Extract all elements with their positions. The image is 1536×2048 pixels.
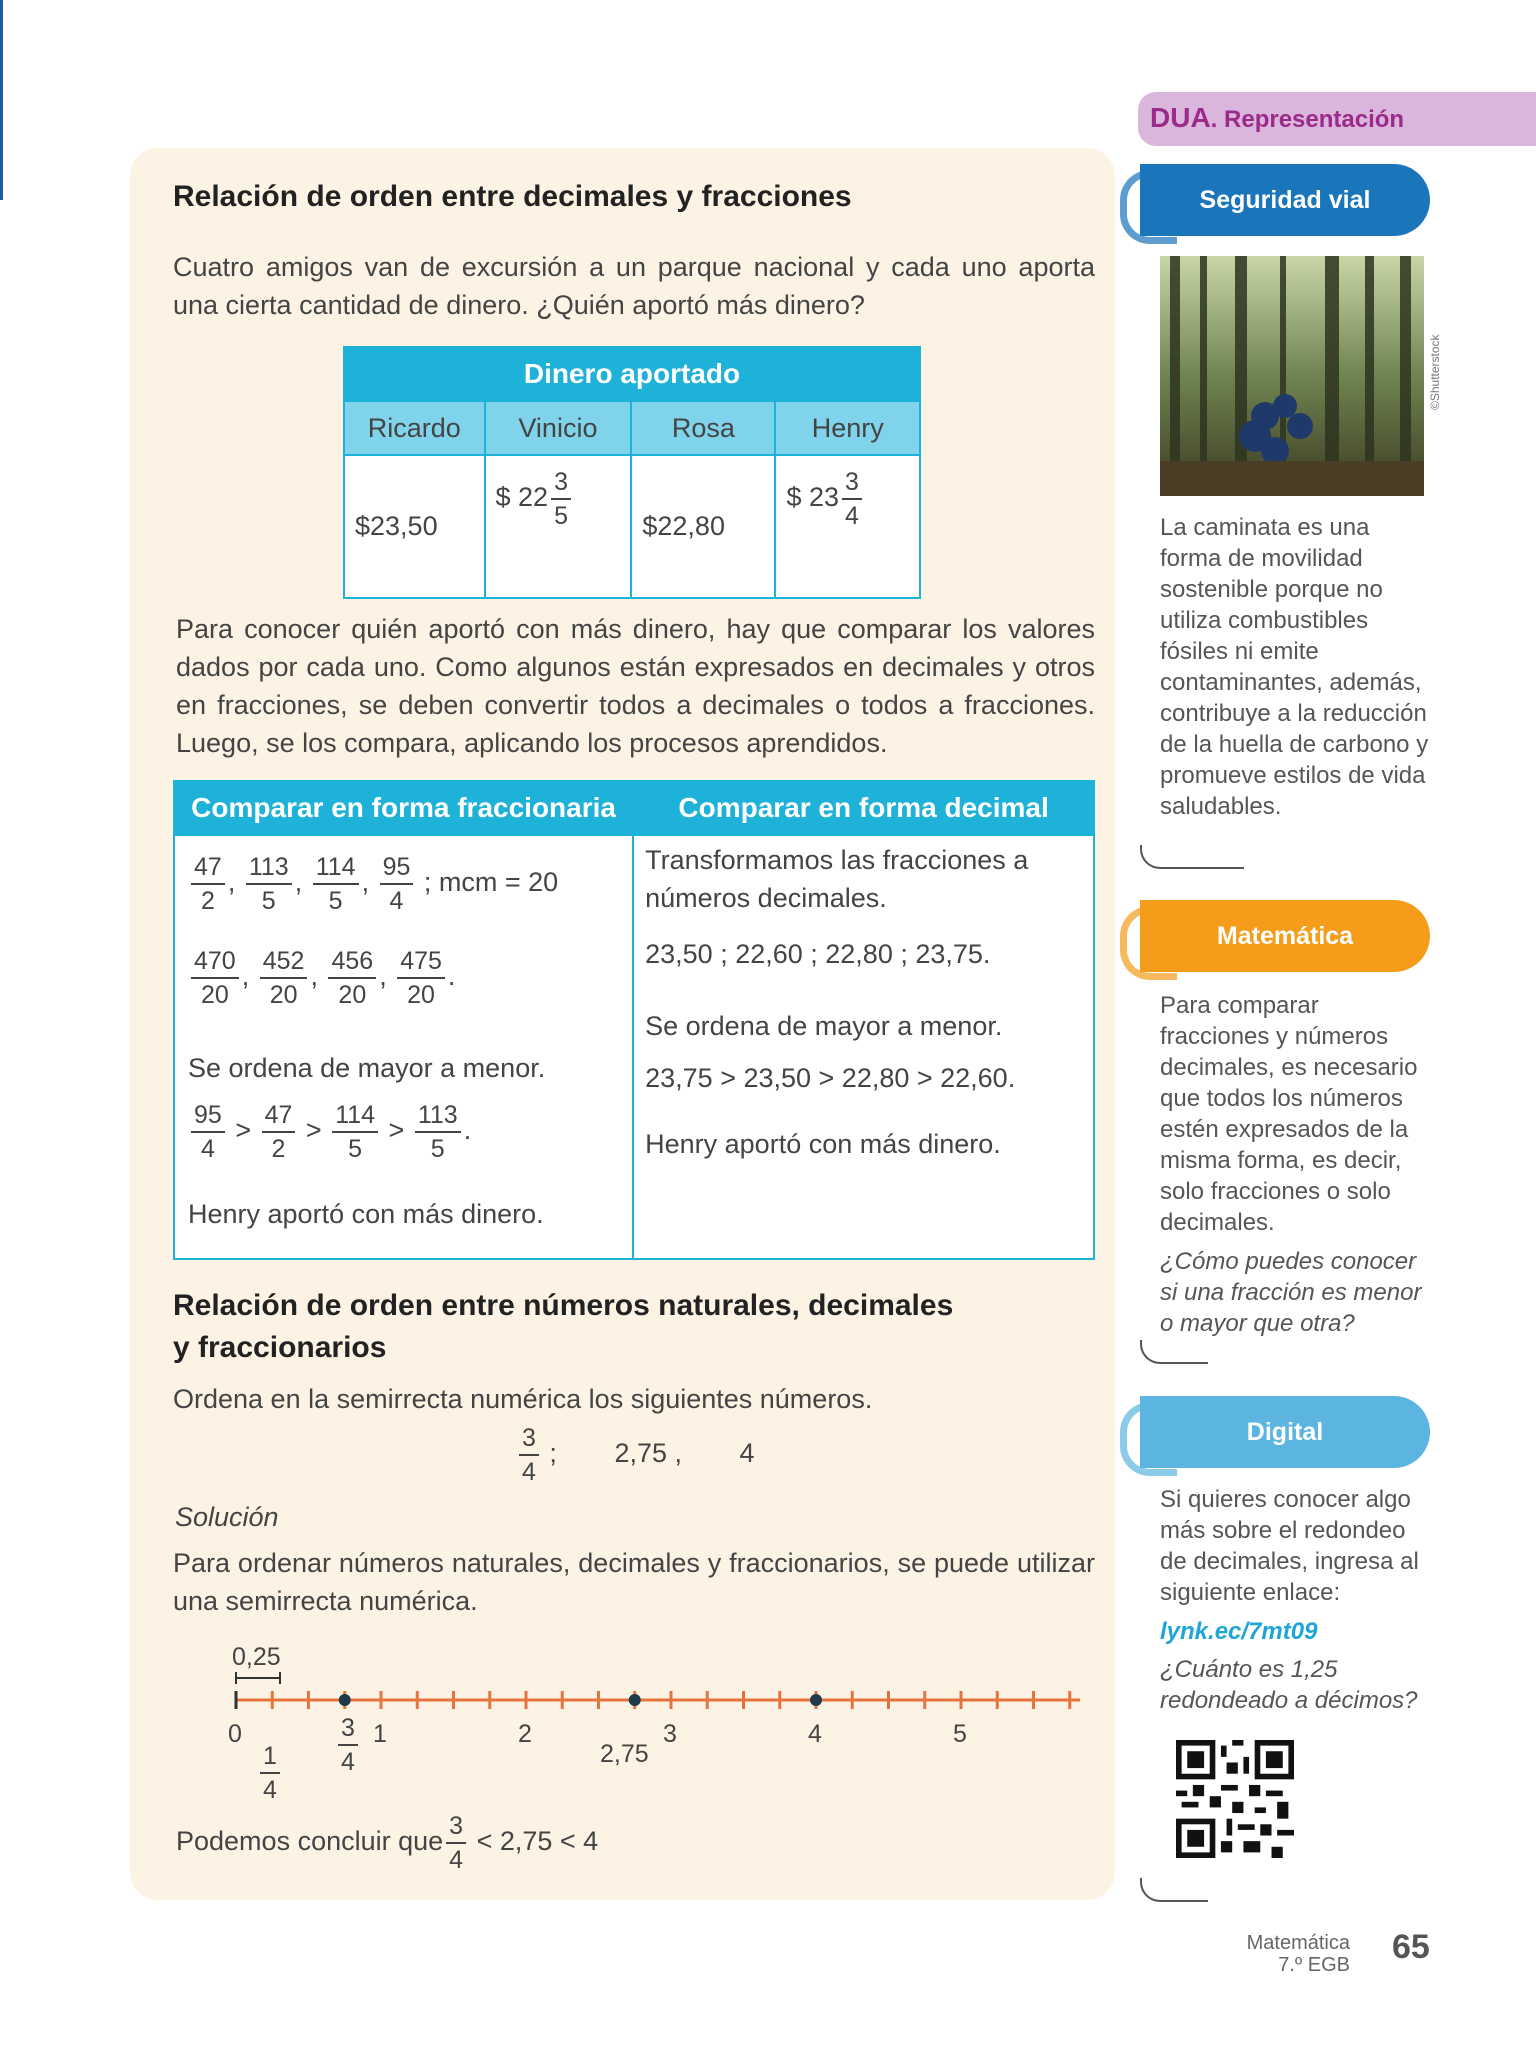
decimal-conclusion: Henry aportó con más dinero. (645, 1129, 1001, 1159)
frac-den: 20 (338, 981, 367, 1009)
fractions-row-2: $\frac{470}{20}$ , $\frac{452}{20}$ , $\frac{456}{20}$ , $\frac{475}{20}$ . (188, 945, 455, 1011)
frac-den: 20 (200, 981, 229, 1009)
compare-fraction-cell (174, 835, 633, 1259)
tick-label: 2 (518, 1720, 532, 1748)
numbers-to-order (516, 1422, 755, 1488)
value-henry (775, 455, 920, 598)
section1-title: Relación de orden entre decimales y fracciones (173, 180, 852, 213)
solution-label: Solución (175, 1502, 279, 1532)
comparison-table (173, 780, 1095, 1260)
digital-link[interactable]: lynk.ec/7mt09 (1160, 1618, 1318, 1645)
frac-den: 4 (449, 1846, 464, 1874)
c-curl-icon (1120, 1402, 1177, 1476)
vinicio-whole: $ 22 (495, 482, 549, 513)
frac-num: 456 (328, 945, 376, 979)
frac-num: 113 (415, 1099, 461, 1133)
henry-den: 4 (845, 502, 859, 530)
frac-num: 3 (519, 1422, 539, 1456)
digital-bracket (1140, 1878, 1208, 1902)
frac-den: 4 (263, 1776, 277, 1804)
footer-grade: 7.º EGB (1278, 1954, 1350, 1976)
ordered-decimals: 23,75 > 23,50 > 22,80 > 22,60. (645, 1063, 1016, 1093)
frac-num: 3 (338, 1712, 358, 1746)
section2-title-line1: Relación de orden entre números naturales, decimales (173, 1289, 954, 1322)
number-point (339, 1694, 351, 1706)
dua-banner (1138, 92, 1536, 146)
digital-question: ¿Cuánto es 1,25 redondeado a décimos? (1160, 1656, 1418, 1714)
frac-num: 114 (313, 851, 359, 885)
seguridad-bracket (1140, 845, 1244, 869)
frac-num: 113 (246, 851, 292, 885)
number-point (629, 1694, 641, 1706)
digital-text: Si quieres conocer algo más sobre el redondeo de decimales, ingresa al siguiente enlace: (1160, 1486, 1419, 1606)
order-text: Se ordena de mayor a menor. (188, 1053, 546, 1083)
frac-num: 475 (397, 945, 445, 979)
conclusion-suffix: < 2,75 < 4 (476, 1826, 599, 1857)
frac-num: 95 (380, 851, 414, 885)
frac-den: 5 (261, 887, 276, 915)
tab-matematica: Matemática (1140, 900, 1430, 972)
tab-seguridad-vial: Seguridad vial (1140, 164, 1430, 236)
tick-label: 3 (663, 1720, 677, 1748)
decimal-order-text: Se ordena de mayor a menor. (645, 1011, 1003, 1041)
matematica-bracket (1140, 1340, 1208, 1364)
final-conclusion (176, 1810, 598, 1876)
frac-den: 4 (522, 1458, 536, 1486)
dec-label: 2,75 (600, 1740, 649, 1768)
vinicio-num: 3 (551, 466, 571, 500)
frac-num: 452 (260, 945, 308, 979)
step-label: 0,25 (232, 1643, 281, 1671)
frac-num: 1 (260, 1740, 280, 1774)
tab-digital: Digital (1140, 1396, 1430, 1468)
section1-intro: Cuatro amigos van de excursión a un parque nacional y cada uno aporta una cierta cantidad de dinero. ¿Quién aportó más dinero? (173, 252, 1095, 320)
section2-title-line2: y fraccionarios (173, 1331, 387, 1364)
dua-prefix: DUA (1150, 102, 1211, 133)
decimal-number: 2,75 , (614, 1438, 683, 1469)
separator: ; (549, 1438, 557, 1469)
dua-suffix: . Representación (1210, 106, 1405, 133)
left-margin-bar (0, 0, 3, 200)
frac-num: 3 (446, 1810, 466, 1844)
seguridad-text: La caminata es una forma de movilidad sostenible porque no utiliza combustibles fósiles ni emite contaminantes, además, contribuye a la reducción de la huella de carbono y promueve estilos de vida saludables. (1160, 514, 1429, 820)
frac-num: 47 (262, 1099, 296, 1133)
frac-den: 2 (200, 887, 215, 915)
frac-den: 20 (269, 981, 298, 1009)
money-table (343, 346, 921, 599)
henry-whole: $ 23 (786, 482, 840, 513)
forest-hikers-photo (1160, 256, 1424, 496)
vinicio-den: 5 (554, 502, 568, 530)
value-ricardo: $23,50 (344, 455, 485, 598)
frac-num: 470 (191, 945, 239, 979)
fractions-row-1: $\frac{47}{2}$ , $\frac{113}{5}$ , $\frac{114}{5}$ , $\frac{95}{4}$ ; mcm = 20 (188, 851, 558, 917)
frac-den: 4 (341, 1748, 355, 1776)
c-curl-icon (1120, 170, 1177, 244)
col-ricardo: Ricardo (344, 401, 485, 455)
henry-num: 3 (842, 466, 862, 500)
tick-label: 0 (228, 1720, 242, 1748)
frac-den: 5 (328, 887, 343, 915)
mcm-label: ; mcm = 20 (423, 867, 559, 898)
photo-credit: ©Shutterstock (1428, 334, 1442, 410)
frac-den: 2 (271, 1135, 286, 1163)
col-henry: Henry (775, 401, 920, 455)
tick-label: 1 (373, 1720, 387, 1748)
compare-decimal-header: Comparar en forma decimal (633, 781, 1094, 835)
section2-title (173, 1285, 953, 1369)
frac-den: 4 (200, 1135, 215, 1163)
col-rosa: Rosa (631, 401, 775, 455)
frac-den: 20 (407, 981, 435, 1009)
value-vinicio (485, 455, 632, 598)
footer-subject-name: Matemática (1246, 1932, 1350, 1954)
money-table-header: Dinero aportado (344, 347, 920, 401)
natural-number: 4 (739, 1438, 755, 1469)
three-quarters-label (335, 1712, 361, 1778)
fraction-conclusion: Henry aportó con más dinero. (188, 1199, 544, 1229)
col-vinicio: Vinicio (485, 401, 632, 455)
section1-explanation: Para conocer quién aportó con más dinero, hay que comparar los valores dados por cada uno. Como algunos están expresados en decimales y otros en fracciones, se deben convertir todos a decimales o todos a fracciones. Luego, se los compara, aplicando los procesos aprendidos. (176, 614, 1095, 758)
frac-den: 5 (348, 1135, 363, 1163)
compare-decimal-cell (633, 835, 1094, 1259)
solution-text: Para ordenar números naturales, decimales y fraccionarios, se puede utilizar una semirrecta numérica. (173, 1548, 1095, 1616)
number-point (810, 1694, 822, 1706)
value-rosa: $22,80 (631, 455, 775, 598)
frac-num: 95 (191, 1099, 225, 1133)
tick-label: 5 (953, 1720, 967, 1748)
compare-fraction-header: Comparar en forma fraccionaria (174, 781, 633, 835)
c-curl-icon (1120, 906, 1177, 980)
matematica-text: Para comparar fracciones y números decimales, es necesario que todos los números estén expresados de la misma forma, es decir, solo fracciones o solo decimales. (1160, 992, 1418, 1236)
page-number: 65 (1392, 1928, 1430, 1966)
frac-num: 114 (332, 1099, 378, 1133)
qr-code-icon[interactable] (1176, 1740, 1294, 1858)
tick-label: 4 (808, 1720, 822, 1748)
footer-subject (1247, 1932, 1350, 1976)
conclusion-prefix: Podemos concluir que (176, 1826, 444, 1857)
frac-num: 47 (191, 851, 225, 885)
quarter-label (257, 1740, 283, 1806)
matematica-question: ¿Cómo puedes conocer si una fracción es menor o mayor que otra? (1160, 1248, 1422, 1337)
section2-intro: Ordena en la semirrecta numérica los siguientes números. (173, 1384, 873, 1414)
frac-den: 4 (389, 887, 404, 915)
decimals-list: 23,50 ; 22,60 ; 22,80 ; 23,75. (645, 939, 991, 969)
frac-den: 5 (430, 1135, 445, 1163)
ordered-fractions: $\frac{95}{4}$ > $\frac{47}{2}$ > $\frac{114}{5}$ > $\frac{113}{5}$ . (188, 1099, 471, 1165)
transform-text: Transformamos las fracciones a números decimales. (645, 845, 1029, 913)
number-line (200, 1640, 1080, 1820)
